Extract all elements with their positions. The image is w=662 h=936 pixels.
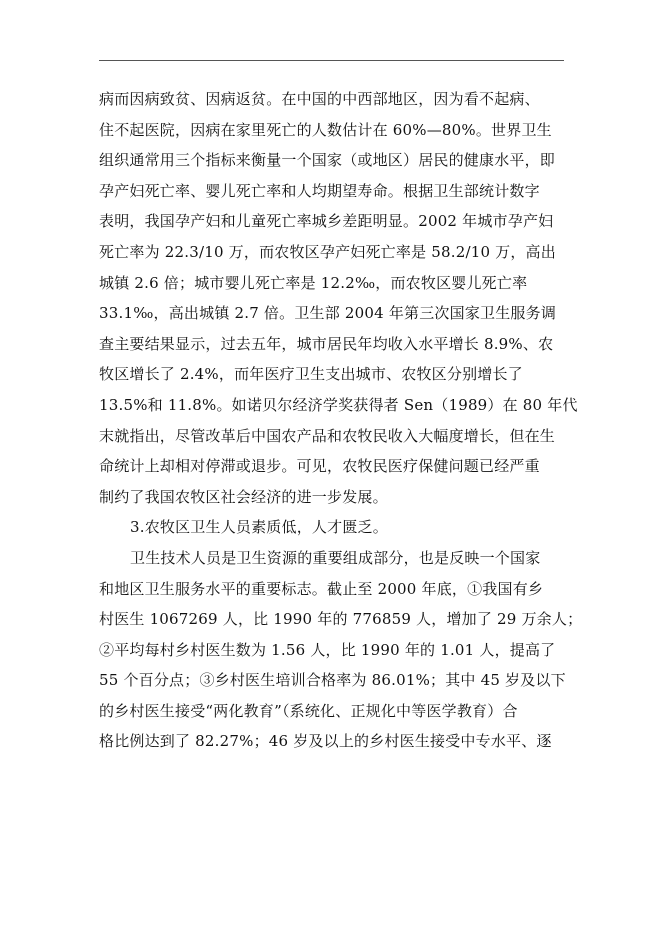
text-line: 和地区卫生服务水平的重要标志。截止至 2000 年底，①我国有乡 [99,579,544,598]
text-line: 组织通常用三个指标来衡量一个国家（或地区）居民的健康水平，即 [99,151,556,170]
text-line: 13.5%和 11.8%。如诺贝尔经济学奖获得者 Sen（1989）在 80 年代 [99,395,578,414]
text-line: 的乡村医生接受“两化教育”（系统化、正规化中等医学教育）合 [99,701,518,720]
text-line: 村医生 1067269 人，比 1990 年的 776859 人，增加了 29 万余人； [99,610,583,629]
text-line: 城镇 2.6 倍；城市婴儿死亡率是 12.2‰，而农牧区婴儿死亡率 [99,273,528,292]
text-line: 查主要结果显示，过去五年，城市居民年均收入水平增长 8.9%、农 [99,334,554,353]
text-line: 命统计上却相对停滞或退步。可见，农牧民医疗保健问题已经严重 [99,457,540,476]
text-line: 住不起医院，因病在家里死亡的人数估计在 60%—80%。世界卫生 [99,120,552,139]
section-heading: 3.农牧区卫生人员素质低，人才匮乏。 [130,518,388,537]
text-line: 33.1‰，高出城镇 2.7 倍。卫生部 2004 年第三次国家卫生服务调 [99,304,557,323]
text-line: 孕产妇死亡率、婴儿死亡率和人均期望寿命。根据卫生部统计数字 [99,181,540,200]
header-rule [99,60,564,61]
text-line: 55 个百分点；③乡村医生培训合格率为 86.01%；其中 45 岁及以下 [99,671,566,690]
text-line: 格比例达到了 82.27%；46 岁及以上的乡村医生接受中专水平、逐 [99,732,552,751]
text-line: ②平均每村乡村医生数为 1.56 人，比 1990 年的 1.01 人，提高了 [99,640,556,659]
text-line: 死亡率为 22.3/10 万，而农牧区孕产妇死亡率是 58.2/10 万，高出 [99,242,556,261]
text-line: 末就指出，尽管改革后中国农产品和农牧民收入大幅度增长，但在生 [99,426,556,445]
document-body [99,84,583,757]
text-line: 制约了我国农牧区社会经济的进一步发展。 [99,487,388,506]
text-line: 表明，我国孕产妇和儿童死亡率城乡差距明显。2002 年城市孕产妇 [99,212,554,231]
text-line: 牧区增长了 2.4%，而年医疗卫生支出城市、农牧区分别增长了 [99,365,523,384]
text-line: 病而因病致贫、因病返贫。在中国的中西部地区，因为看不起病、 [99,90,540,108]
paragraph-first-line: 卫生技术人员是卫生资源的重要组成部分，也是反映一个国家 [130,548,541,567]
